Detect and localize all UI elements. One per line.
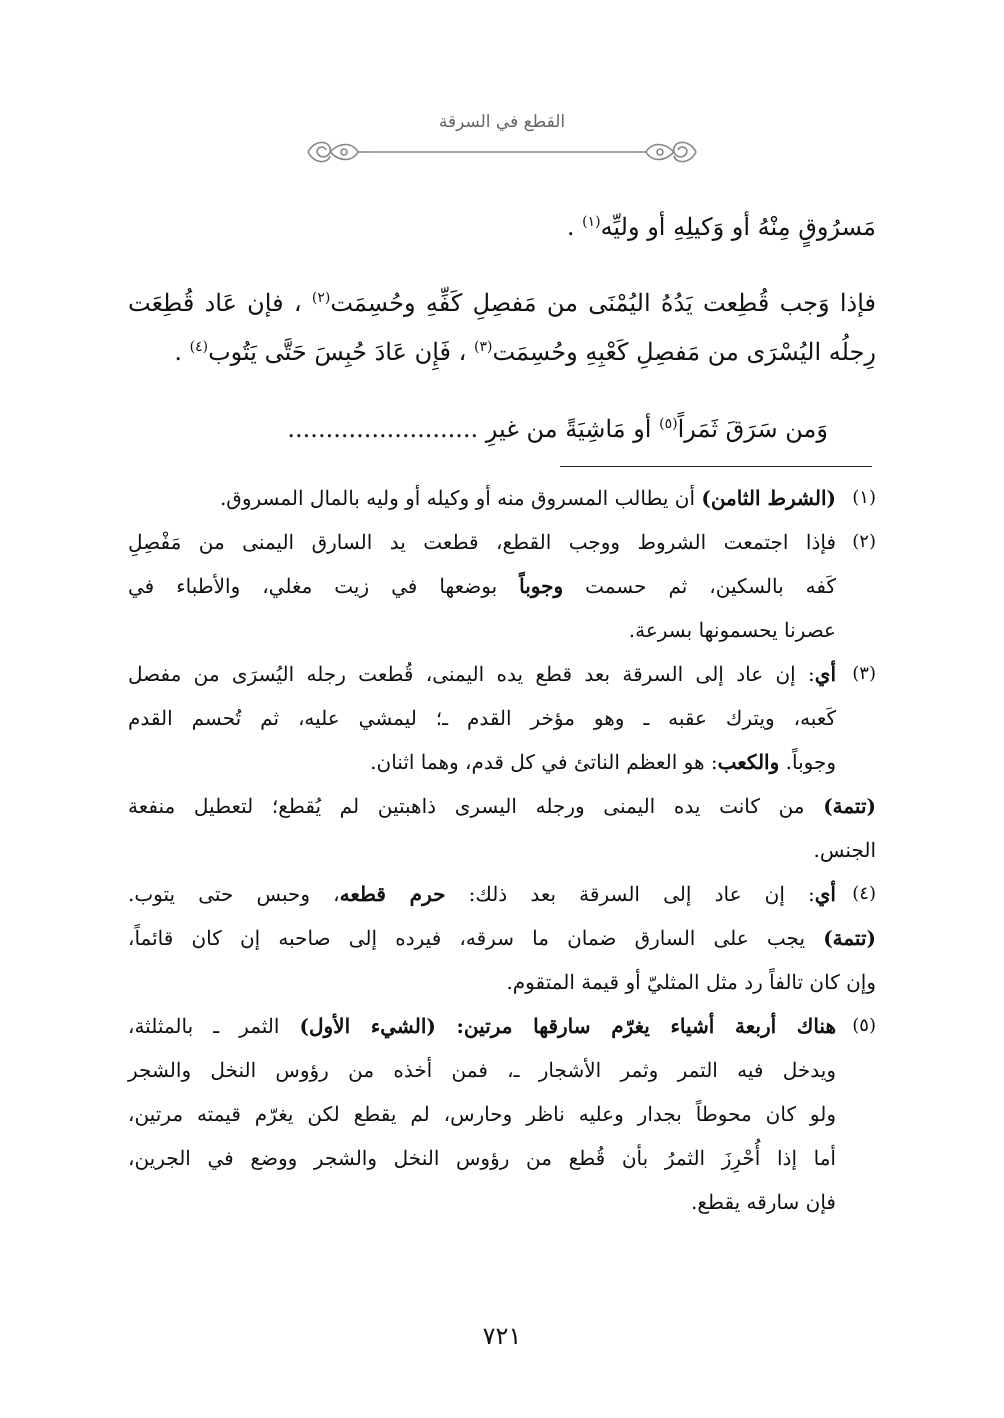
footnote-text: يجب على السارق ضمان ما سرقه، فيرده إلى صاحبه إن كان قائماً، [128, 926, 824, 950]
footnote-line [128, 1048, 836, 1092]
footnote-line [128, 960, 876, 1004]
footnote-text: فإن سارقه يقطع. [691, 1190, 836, 1214]
running-header [300, 112, 704, 172]
main-line-3: رِجلُه اليُسْرَى من مَفصِلِ كَعْبِهِ وحُسِمَت$^{(٣)}$ ، فَإِن عَادَ حُبِسَ حَتَّى يَتُوب$^{(٤)}$ . [174, 338, 876, 366]
footnote-text: عصرنا يحسمونها بسرعة. [628, 618, 836, 642]
footnote-line [128, 696, 836, 740]
footnote-text: ، وحبس حتى يتوب. [128, 882, 340, 906]
footnote-line [128, 476, 836, 520]
footnote-text: بوضعها في زيت مغلي، والأطباء في [128, 574, 520, 598]
footnote-text: الجنس. [813, 838, 876, 862]
footnote-text: كَفه بالسكين، ثم حسمت [563, 574, 836, 598]
bold-term: هناك أربعة أشياء يغرّم سارقها مرتين: (الشيء الأول) [299, 1014, 836, 1038]
footnote-text: ويدخل فيه التمر وثمر الأشجار ـ، فمن أخذه من رؤوس النخل والشجر [128, 1058, 836, 1082]
footnote-line [128, 1004, 836, 1048]
footnote-line [128, 520, 836, 564]
footnotes [128, 476, 876, 1224]
main-paragraph [128, 276, 876, 374]
bold-term: (تتمة) [823, 794, 876, 818]
footnote [128, 476, 876, 520]
bold-term: (تتمة) [823, 926, 876, 950]
main-text-continued [128, 402, 876, 451]
footnote [128, 520, 876, 652]
footnote-line [128, 784, 876, 828]
page-number: ٧٢١ [482, 1322, 522, 1350]
footnote-text: وجوباً. [779, 750, 836, 774]
footnote-text: الثمر ـ بالمثلثة، [128, 1014, 300, 1038]
footnote-text: : إن عاد إلى السرقة بعد قطع يده اليمنى، قُطعت رجله اليُسرَى من مفصل [128, 662, 815, 686]
footnote-text: فإذا اجتمعت الشروط ووجب القطع، قطعت يد السارق اليمنى من مَفْصِلِ [128, 530, 836, 554]
footnote-line [128, 916, 876, 960]
footnote-line [128, 872, 836, 916]
footnote-line [128, 564, 836, 608]
footnote-line [128, 740, 836, 784]
main-line-1: مَسرُوقٍ مِنْهُ أو وَكيلِهِ أو وليِّه$^{(١)}$ . [566, 213, 876, 241]
bold-term: (الشرط الثامن) [701, 486, 836, 510]
footnote-number: (٤) [852, 883, 876, 904]
footnote [128, 1004, 876, 1224]
main-line-4: وَمن سَرَقَ ثَمَراً$^{(٥)}$ أو مَاشِيَةً من غيرِ ......................... [287, 415, 828, 443]
footnote-line [128, 1180, 836, 1224]
footnote-number: (١) [852, 487, 876, 508]
footnote-number: (٣) [852, 663, 876, 684]
footnote [128, 872, 876, 1004]
ornament-divider-icon [300, 134, 704, 170]
footnote-line [128, 1092, 836, 1136]
header-title: القطع في السرقة [438, 112, 566, 132]
footnote-line [128, 828, 876, 872]
footnote-text: أما إذا أُحْرِزَ الثمرُ بأن قُطع من رؤوس النخل والشجر ووضع في الجرين، [128, 1146, 836, 1170]
main-text [128, 200, 876, 249]
bold-term: أي [814, 882, 836, 906]
footnote-line [128, 1136, 836, 1180]
footnote-text: : هو العظم الناتئ في كل قدم، وهما اثنان. [370, 750, 718, 774]
main-line-2: فإذا وَجب قُطِعت يَدُهُ اليُمْنَى من مَفصِلِ كَفِّهِ وحُسِمَت$^{(٢)}$ ، فإن عَاد قُطِعَت [128, 289, 877, 317]
footnote-text: من كانت يده اليمنى ورجله اليسرى ذاهبتين لم يُقطع؛ لتعطيل منفعة [128, 794, 824, 818]
bold-term: حرم قطعه [339, 882, 446, 906]
footnote-text: وإن كان تالفاً رد مثل المثليّ أو قيمة المتقوم. [506, 970, 876, 994]
footnote-separator [560, 466, 872, 467]
footnote-text: ولو كان محوطاً بجدار وعليه ناظر وحارس، لم يقطع لكن يغرّم قيمته مرتين، [128, 1102, 836, 1126]
footnote-text: : إن عاد إلى السرقة بعد ذلك: [445, 882, 815, 906]
footnote [128, 652, 876, 872]
bold-term: أي [814, 662, 837, 686]
footnote-line [128, 652, 836, 696]
footnote-text: أن يطالب المسروق منه أو وكيله أو وليه بالمال المسروق. [219, 486, 702, 510]
bold-term: والكعب [717, 750, 780, 774]
footnote-text: كَعبه، ويترك عقبه ـ وهو مؤخر القدم ـ؛ ليمشي عليه، ثم تُحسم القدم [128, 706, 836, 730]
footnote-number: (٥) [852, 1015, 876, 1036]
bold-term: وجوباً [519, 574, 564, 598]
footnote-number: (٢) [852, 531, 876, 552]
footnote-line [128, 608, 836, 652]
